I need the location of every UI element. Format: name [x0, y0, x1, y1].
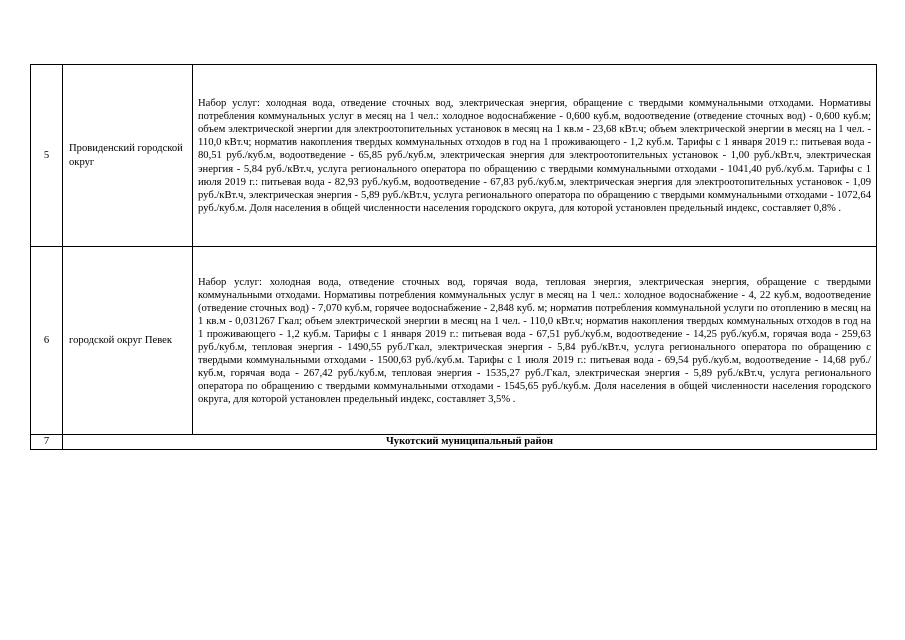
municipality-name: городской округ Певек [63, 247, 193, 435]
table-row [31, 247, 877, 435]
tariff-table [30, 64, 877, 450]
row-number: 5 [31, 65, 63, 247]
district-row [31, 435, 877, 450]
municipality-name: Провиденский городской округ [63, 65, 193, 247]
table-row [31, 65, 877, 247]
district-title: Чукотский муниципальный район [63, 435, 877, 450]
services-description: Набор услуг: холодная вода, отведение сточных вод, электрическая энергия, обращение с твердыми коммунальными отходами. Нормативы потребления коммунальных услуг в месяц на 1 чел.: холодное водоснабжение - 0,600 куб.м, водоотведение (отведение сточных вод) - 0,600 куб.м; объем электрической энергии для электроотопительных установок в месяц на 1 кв.м - 23,68 кВт.ч; объем электрической энергии в месяц на 1 чел. - 110,0 кВт.ч; норматив накопления твердых коммунальных отходов в год на 1 проживающего - 1,2 куб.м. Тарифы с 1 января 2019 г.: питьевая вода - 80,51 руб./куб.м, водоотведение - 65,85 руб./куб.м, электрическая энергия для электроотопительных установок - 1,00 руб./кВт.ч, электрическая энергия - 5,84 руб./кВт.ч, услуга регионального оператора по обращению с твердыми коммунальными отходами - 1041,40 руб./куб.м. Тарифы с 1 июля 2019 г.: питьевая вода - 82,93 руб./куб.м, водоотведение - 67,83 руб./куб.м, электрическая энергия для электроотопительных установок - 1,09 руб./кВт.ч, электрическая энергия - 5,89 руб./кВт.ч, услуга регионального оператора по обращению с твердыми коммунальными отходами - 1072,64 руб./куб.м. Доля населения в общей численности населения городского округа, для которой установлен предельный индекс, составляет 0,8% . [193, 65, 877, 247]
row-number: 6 [31, 247, 63, 435]
row-number: 7 [31, 435, 63, 450]
services-description: Набор услуг: холодная вода, отведение сточных вод, горячая вода, тепловая энергия, электрическая энергия, обращение с твердыми коммунальными отходами. Нормативы потребления коммунальных услуг в месяц на 1 чел.: холодное водоснабжение - 4, 22 куб.м, водоотведение (отведение сточных вод) - 7,070 куб.м, горячее водоснабжение - 2,848 куб. м; норматив потребления коммунальной услуги по отоплению в месяц на 1 кв.м - 0,031267 Гкал; объем электрической энергии в месяц на 1 чел. - 110,0 кВт.ч; норматив накопления твердых коммунальных отходов в год на 1 проживающего - 1,2 куб.м. Тарифы с 1 января 2019 г.: питьевая вода - 67,51 руб./куб.м, водоотведение - 14,25 руб./куб.м, горячая вода - 259,63 руб./куб.м, тепловая энергия - 1490,55 руб./Гкал, электрическая энергия - 5,84 руб./кВт.ч, услуга регионального оператора по обращению с твердыми коммунальными отходами - 1500,63 руб./куб.м. Тарифы с 1 июля 2019 г.: питьевая вода - 69,54 руб./куб.м, водоотведение - 14,68 руб./куб.м, горячая вода - 267,42 руб./куб.м, тепловая энергия - 1535,27 руб./Гкал, электрическая энергия - 5,89 руб./кВт.ч, услуга регионального оператора по обращению с твердыми коммунальными отходами - 1545,65 руб./куб.м. Доля населения в общей численности населения городского округа, для которой установлен предельный индекс, составляет 3,5% . [193, 247, 877, 435]
